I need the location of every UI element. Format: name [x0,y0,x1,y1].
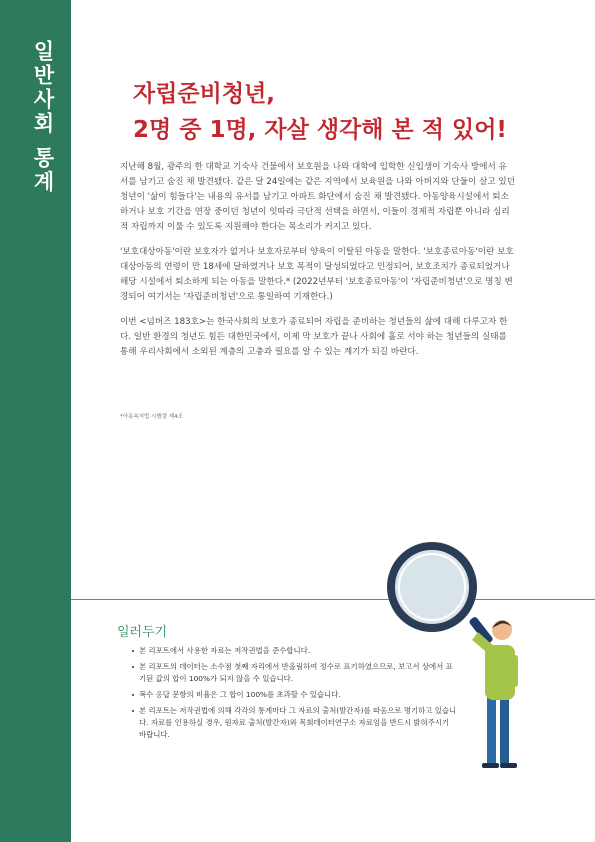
body-paragraph: 이번 <넘버즈 183호>는 한국사회의 보호가 종료되어 자립을 준비하는 청년들의 삶에 대해 다루고자 한다. 일반 환경의 청년도 힘든 대한민국에서, 이제 막 보호가 끝나 사회에 홀로 서야 하는 청년들의 실태를 통해 우리사회에서 소외된 계층의 고충과 필요를 알 수 있는 계기가 되길 바란다. [120,317,508,357]
section-divider [71,599,595,600]
footnote: *아동복지법 시행령 제4조 [120,414,183,420]
body-paragraph: 지난해 8월, 광주의 한 대학교 기숙사 건물에서 보호원을 나와 대학에 입학한 신입생이 기숙사 방에서 유서를 남기고 숨진 채 발견됐다. 같은 달 24일에는 같은 지역에서 보육원을 나와 아버지와 단둘이 살고 있던 청년이 '삶이 힘들다'는 내용의 유서를 남기고 아파트 화단에서 숨진 채 발견됐다. 아동양육시설에서 퇴소하거나 보호 기간을 연장 중이던 청년이 잇따라 극단적 선택을 하면서, 이들이 경제적 자립뿐 아니라 심리적 자립까지 이룰 수 있도록 지원해야 한다는 목소리가 커지고 있다. [120,162,516,232]
list-item: 본 리포트의 데이터는 소수점 첫째 자리에서 반올림하여 정수로 표기하였으므로, 보고서 상에서 표기된 값의 합이 100%가 되지 않을 수 있습니다. [132,661,457,685]
list-item: 복수 응답 문항의 비율은 그 합이 100%를 초과할 수 있습니다. [132,689,457,701]
list-item: 본 리포트는 저작권법에 의해 각각의 통계마다 그 자료의 출처(발간자)를 따옴으로 명기하고 있습니다. 자료를 인용하실 경우, 원자료 출처(발간자)와 목회데이터연구소 자료임을 반드시 밝혀주시기 바랍니다. [132,705,457,741]
article-body [120,160,515,370]
list-item: 본 리포트에서 사용한 자료는 저작권법을 준수합니다. [132,645,457,657]
body-paragraph: '보호대상아동'이란 보호자가 없거나 보호자로부터 양육이 이탈된 아동을 말한다. '보호종료아동'이란 보호대상아동의 연령이 만 18세에 달하였거나 보호 목적이 달성되었다고 인정되어, 보호조치가 종료되었거나 해당 시설에서 퇴소하게 되는 아동을 말한다.* (2022년부터 '보호종료아동'이 '자립준비청년'으로 명칭 변경되어 여기서는 '자립준비청년'으로 통일하여 기재한다.) [120,247,514,302]
notes-title: 일러두기 [117,625,168,640]
notes-list [132,645,457,745]
page-headline [133,76,553,148]
sidebar-band [0,0,71,842]
headline-line-2: 2명 중 1명, 자살 생각해 본 적 있어! [133,117,507,143]
headline-line-1: 자립준비청년, [133,81,276,107]
section-title: 일반사회 통계 [31,40,55,195]
